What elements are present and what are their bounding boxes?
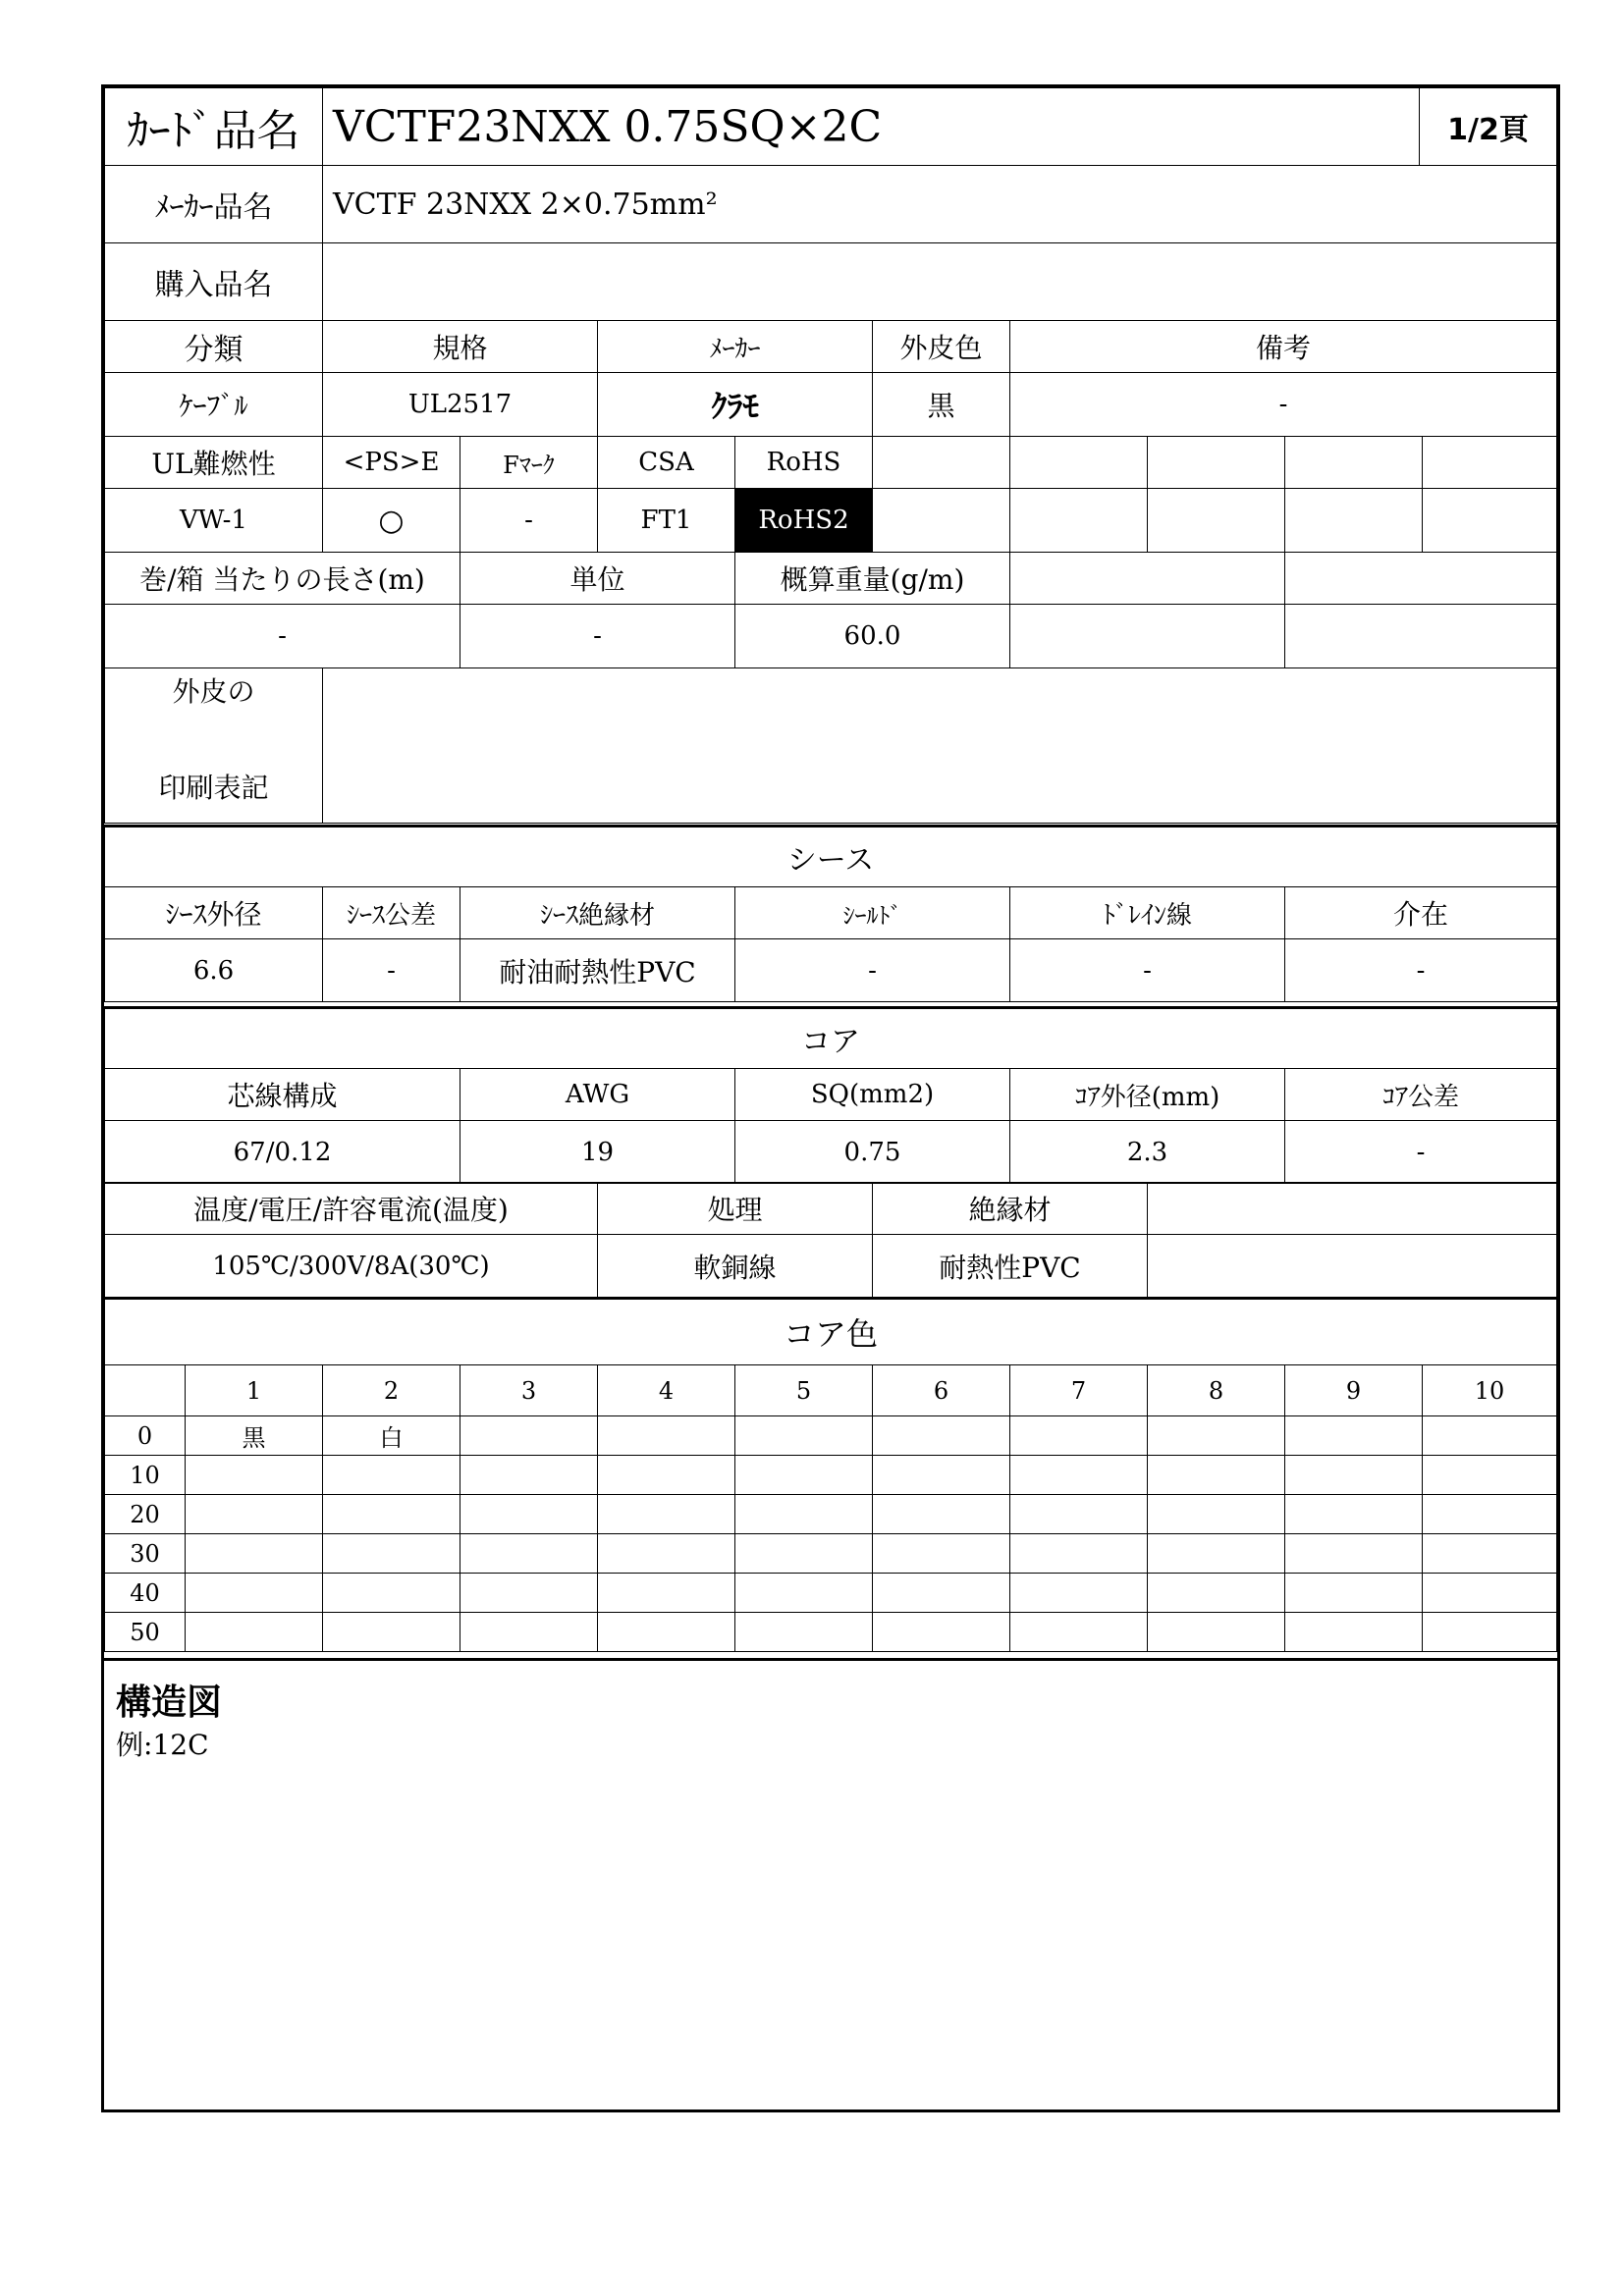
core-header-insulation: 絶縁材 bbox=[873, 1183, 1148, 1235]
sheath-table bbox=[104, 825, 1557, 1002]
core-color-cell bbox=[460, 1456, 598, 1495]
spec-sheet bbox=[101, 84, 1560, 2112]
core-color-cell bbox=[598, 1456, 735, 1495]
core-color-cell bbox=[186, 1574, 323, 1613]
core-header-sq: SQ(mm2) bbox=[735, 1069, 1010, 1121]
core-color-cell bbox=[1423, 1456, 1557, 1495]
cert-header-f-mark: Fﾏｰｸ bbox=[460, 437, 598, 489]
core-color-col-header: 9 bbox=[1285, 1365, 1423, 1416]
certs-table bbox=[104, 436, 1557, 553]
sheath-header-material: ｼｰｽ絶縁材 bbox=[460, 887, 735, 939]
sheath-header-od: ｼｰｽ外径 bbox=[105, 887, 323, 939]
cert-value-empty bbox=[1285, 489, 1423, 553]
core-header-treatment: 処理 bbox=[598, 1183, 873, 1235]
core-color-table bbox=[104, 1297, 1557, 1652]
sheath-title: シース bbox=[105, 827, 1557, 887]
core-color-cell bbox=[186, 1456, 323, 1495]
cert-value-pse: ○ bbox=[323, 489, 460, 553]
core-color-col-header: 3 bbox=[460, 1365, 598, 1416]
core-color-row-label: 30 bbox=[105, 1534, 186, 1574]
card-name-value: VCTF23NXX 0.75SQ×2C bbox=[323, 88, 1420, 166]
core-color-cell bbox=[1285, 1613, 1423, 1652]
core-color-row bbox=[105, 1534, 1557, 1574]
core-color-col-header: 4 bbox=[598, 1365, 735, 1416]
sheath-value-filler: - bbox=[1285, 939, 1557, 1002]
length-header-empty bbox=[1285, 553, 1557, 605]
sheath-header-shield: ｼｰﾙﾄﾞ bbox=[735, 887, 1010, 939]
core-color-row bbox=[105, 1495, 1557, 1534]
length-table bbox=[104, 552, 1557, 668]
core-color-cell bbox=[735, 1495, 873, 1534]
core-color-cell bbox=[460, 1574, 598, 1613]
core-color-cell bbox=[1148, 1456, 1285, 1495]
length-header-per-reel: 巻/箱 当たりの長さ(m) bbox=[105, 553, 460, 605]
core-color-col-header: 6 bbox=[873, 1365, 1010, 1416]
cert-header-empty bbox=[1010, 437, 1148, 489]
core-value-od: 2.3 bbox=[1010, 1121, 1285, 1184]
class-header-standard: 規格 bbox=[323, 321, 598, 373]
cert-header-ul-flame: UL難燃性 bbox=[105, 437, 323, 489]
print-label-line1: 外皮の bbox=[172, 675, 255, 708]
core-color-row-label: 40 bbox=[105, 1574, 186, 1613]
structure-diagram-area bbox=[104, 1658, 1557, 2112]
cert-value-empty bbox=[1423, 489, 1557, 553]
purchase-value bbox=[323, 243, 1557, 321]
sheath-value-drain: - bbox=[1010, 939, 1285, 1002]
print-label bbox=[105, 668, 323, 824]
core-color-row bbox=[105, 1574, 1557, 1613]
core-value-insulation: 耐熱性PVC bbox=[873, 1235, 1148, 1298]
core-header-awg: AWG bbox=[460, 1069, 735, 1121]
core-color-cell bbox=[598, 1613, 735, 1652]
core-color-cell bbox=[460, 1613, 598, 1652]
core-color-cell bbox=[1285, 1456, 1423, 1495]
sheath-header-drain: ﾄﾞﾚｲﾝ線 bbox=[1010, 887, 1285, 939]
core-color-col-header: 7 bbox=[1010, 1365, 1148, 1416]
core-color-col-header: 8 bbox=[1148, 1365, 1285, 1416]
core-color-cell bbox=[1423, 1574, 1557, 1613]
sheath-value-shield: - bbox=[735, 939, 1010, 1002]
core-color-cell bbox=[735, 1574, 873, 1613]
core-color-cell bbox=[323, 1613, 460, 1652]
class-value-category: ｹｰﾌﾞﾙ bbox=[105, 373, 323, 437]
core-color-cell bbox=[873, 1495, 1010, 1534]
core-color-cell bbox=[1148, 1574, 1285, 1613]
length-value-empty bbox=[1010, 605, 1285, 668]
core-color-cell bbox=[873, 1613, 1010, 1652]
core-value-empty bbox=[1148, 1235, 1557, 1298]
cert-value-empty bbox=[1148, 489, 1285, 553]
purchase-label: 購入品名 bbox=[105, 243, 323, 321]
core-color-cell bbox=[1285, 1574, 1423, 1613]
core-color-cell: 白 bbox=[323, 1416, 460, 1456]
length-header-unit: 単位 bbox=[460, 553, 735, 605]
print-label-line2: 印刷表記 bbox=[158, 772, 269, 804]
core-color-cell bbox=[1010, 1613, 1148, 1652]
core-color-cell bbox=[873, 1456, 1010, 1495]
cert-value-ul-flame: VW-1 bbox=[105, 489, 323, 553]
core-color-row-label: 20 bbox=[105, 1495, 186, 1534]
core-color-cell bbox=[1148, 1534, 1285, 1574]
class-value-remarks: - bbox=[1010, 373, 1557, 437]
core-value-rating: 105℃/300V/8A(30℃) bbox=[105, 1235, 598, 1298]
core-color-cell bbox=[1010, 1574, 1148, 1613]
core-value-treatment: 軟銅線 bbox=[598, 1235, 873, 1298]
core-color-cell bbox=[735, 1613, 873, 1652]
core-color-cell bbox=[323, 1574, 460, 1613]
core-header-od: ｺｱ外径(mm) bbox=[1010, 1069, 1285, 1121]
core-color-cell bbox=[598, 1495, 735, 1534]
core-color-cell bbox=[1010, 1456, 1148, 1495]
core-color-cell bbox=[1148, 1613, 1285, 1652]
sheath-header-tolerance: ｼｰｽ公差 bbox=[323, 887, 460, 939]
core-color-cell bbox=[460, 1495, 598, 1534]
core-color-cell: 黒 bbox=[186, 1416, 323, 1456]
core-color-cell bbox=[1285, 1495, 1423, 1534]
cert-value-empty bbox=[1010, 489, 1148, 553]
cert-header-pse: <PS>E bbox=[323, 437, 460, 489]
length-value-unit: - bbox=[460, 605, 735, 668]
length-header-empty bbox=[1010, 553, 1285, 605]
core-color-col-header: 1 bbox=[186, 1365, 323, 1416]
length-value-empty bbox=[1285, 605, 1557, 668]
cert-header-empty bbox=[873, 437, 1010, 489]
core-color-cell bbox=[323, 1456, 460, 1495]
core-color-cell bbox=[1148, 1495, 1285, 1534]
class-value-sheath-color: 黒 bbox=[873, 373, 1010, 437]
core-color-cell bbox=[186, 1613, 323, 1652]
sheath-value-od: 6.6 bbox=[105, 939, 323, 1002]
core-value-strand: 67/0.12 bbox=[105, 1121, 460, 1184]
core-color-cell bbox=[460, 1534, 598, 1574]
core-color-cell bbox=[598, 1534, 735, 1574]
core-color-cell bbox=[873, 1416, 1010, 1456]
maker-part-label: ﾒｰｶｰ品名 bbox=[105, 166, 323, 243]
core-rating-table bbox=[104, 1182, 1557, 1298]
cert-header-empty bbox=[1285, 437, 1423, 489]
core-color-row bbox=[105, 1613, 1557, 1652]
core-color-cell bbox=[873, 1534, 1010, 1574]
core-color-cell bbox=[1285, 1416, 1423, 1456]
core-color-cell bbox=[735, 1534, 873, 1574]
core-color-col-header: 10 bbox=[1423, 1365, 1557, 1416]
maker-part-value: VCTF 23NXX 2×0.75mm² bbox=[323, 166, 1557, 243]
maker-part-table bbox=[104, 165, 1557, 321]
core-color-cell bbox=[1423, 1495, 1557, 1534]
header-table bbox=[104, 87, 1557, 166]
class-header-category: 分類 bbox=[105, 321, 323, 373]
cert-value-rohs: RoHS2 bbox=[735, 489, 873, 553]
length-header-weight: 概算重量(g/m) bbox=[735, 553, 1010, 605]
core-color-cell bbox=[735, 1416, 873, 1456]
sheath-value-tolerance: - bbox=[323, 939, 460, 1002]
core-color-cell bbox=[598, 1416, 735, 1456]
classification-table bbox=[104, 320, 1557, 437]
core-title: コア bbox=[105, 1008, 1557, 1069]
core-color-cell bbox=[323, 1534, 460, 1574]
core-table bbox=[104, 1006, 1557, 1184]
core-color-cell bbox=[1010, 1416, 1148, 1456]
sheath-value-material: 耐油耐熱性PVC bbox=[460, 939, 735, 1002]
core-color-cell bbox=[735, 1456, 873, 1495]
core-color-cell bbox=[460, 1416, 598, 1456]
cert-value-csa: FT1 bbox=[598, 489, 735, 553]
core-color-cell bbox=[1423, 1613, 1557, 1652]
class-header-remarks: 備考 bbox=[1010, 321, 1557, 373]
class-value-standard: UL2517 bbox=[323, 373, 598, 437]
core-color-cell bbox=[598, 1574, 735, 1613]
core-value-tolerance: - bbox=[1285, 1121, 1557, 1184]
print-table bbox=[104, 667, 1557, 824]
core-color-header-row bbox=[105, 1365, 1557, 1416]
cert-header-rohs: RoHS bbox=[735, 437, 873, 489]
core-color-cell bbox=[1423, 1534, 1557, 1574]
core-color-cell bbox=[186, 1495, 323, 1534]
page-number: 1/2頁 bbox=[1420, 88, 1557, 166]
core-header-tolerance: ｺｱ公差 bbox=[1285, 1069, 1557, 1121]
core-color-cell bbox=[323, 1495, 460, 1534]
core-color-cell bbox=[1148, 1416, 1285, 1456]
cert-header-empty bbox=[1148, 437, 1285, 489]
core-color-row bbox=[105, 1456, 1557, 1495]
core-color-cell bbox=[186, 1534, 323, 1574]
core-color-cell bbox=[1010, 1534, 1148, 1574]
core-color-title: コア色 bbox=[105, 1299, 1557, 1365]
core-color-col-header: 5 bbox=[735, 1365, 873, 1416]
cert-header-csa: CSA bbox=[598, 437, 735, 489]
cert-header-empty bbox=[1423, 437, 1557, 489]
length-value-weight: 60.0 bbox=[735, 605, 1010, 668]
core-header-strand: 芯線構成 bbox=[105, 1069, 460, 1121]
core-header-empty bbox=[1148, 1183, 1557, 1235]
core-value-awg: 19 bbox=[460, 1121, 735, 1184]
length-value-per-reel: - bbox=[105, 605, 460, 668]
cert-value-empty bbox=[873, 489, 1010, 553]
cert-value-f-mark: - bbox=[460, 489, 598, 553]
card-name-label: ｶｰﾄﾞ品名 bbox=[105, 88, 323, 166]
structure-title: 構造図 bbox=[116, 1682, 223, 1723]
core-color-cell bbox=[873, 1574, 1010, 1613]
structure-example: 例:12C bbox=[116, 1729, 209, 1761]
core-color-cell bbox=[1010, 1495, 1148, 1534]
core-color-cell bbox=[1285, 1534, 1423, 1574]
core-color-row-label: 10 bbox=[105, 1456, 186, 1495]
class-header-sheath-color: 外皮色 bbox=[873, 321, 1010, 373]
print-value bbox=[323, 668, 1557, 824]
core-color-row bbox=[105, 1416, 1557, 1456]
core-color-col-header: 2 bbox=[323, 1365, 460, 1416]
core-color-corner bbox=[105, 1365, 186, 1416]
class-header-maker: ﾒｰｶｰ bbox=[598, 321, 873, 373]
core-color-cell bbox=[1423, 1416, 1557, 1456]
core-value-sq: 0.75 bbox=[735, 1121, 1010, 1184]
class-value-maker: ｸﾗﾓ bbox=[598, 373, 873, 437]
sheath-header-filler: 介在 bbox=[1285, 887, 1557, 939]
core-color-row-label: 0 bbox=[105, 1416, 186, 1456]
core-header-rating: 温度/電圧/許容電流(温度) bbox=[105, 1183, 598, 1235]
core-color-row-label: 50 bbox=[105, 1613, 186, 1652]
